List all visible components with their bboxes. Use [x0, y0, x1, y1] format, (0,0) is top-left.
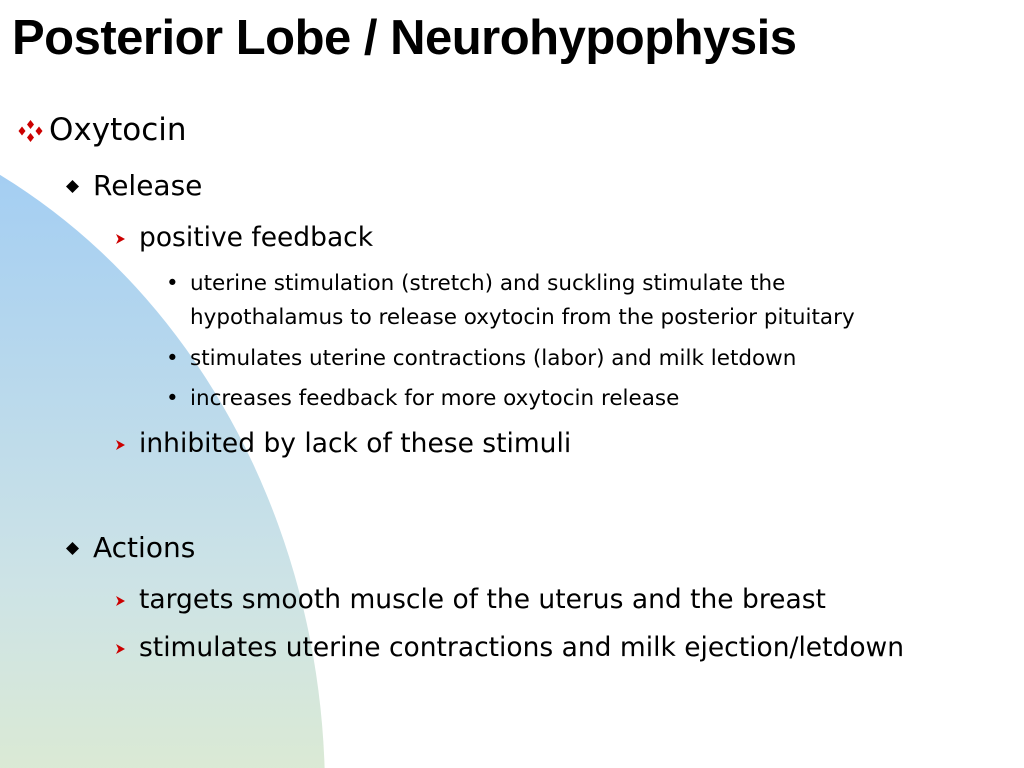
bullet-actions — [66, 531, 195, 565]
bullet-action-targets — [116, 584, 826, 616]
arrowhead-bullet-icon — [116, 644, 125, 654]
four-diamond-icon — [18, 120, 43, 142]
positive-feedback-label: positive feedback — [139, 222, 374, 253]
detail-uterine-contractions — [166, 342, 796, 376]
actions-label: Actions — [93, 531, 196, 564]
detail-line-2: hypothalamus to release oxytocin from the posterior pituitary — [190, 305, 855, 330]
detail-line-3: stimulates uterine contractions (labor) and milk letdown — [190, 346, 797, 371]
action-item-1: targets smooth muscle of the uterus and the breast — [139, 584, 826, 615]
detail-uterine-stimulation — [166, 267, 855, 335]
bullet-release — [66, 169, 202, 203]
arrowhead-bullet-icon — [116, 596, 125, 606]
detail-line-1: uterine stimulation (stretch) and suckling stimulate the — [190, 271, 786, 296]
bullet-positive-feedback — [116, 222, 373, 254]
diamond-bullet-icon — [66, 542, 79, 555]
oxytocin-label: Oxytocin — [49, 112, 187, 148]
arrowhead-bullet-icon — [116, 440, 125, 450]
dot-bullet-icon: • — [166, 386, 179, 411]
diamond-bullet-icon — [66, 180, 79, 193]
release-label: Release — [93, 169, 203, 202]
bullet-oxytocin — [18, 112, 187, 149]
detail-increases-feedback — [166, 382, 679, 416]
dot-bullet-icon: • — [166, 271, 179, 296]
arrowhead-bullet-icon — [116, 234, 125, 244]
dot-bullet-icon: • — [166, 346, 179, 371]
action-item-2: stimulates uterine contractions and milk ejection/letdown — [139, 632, 905, 663]
detail-line-4: increases feedback for more oxytocin release — [190, 386, 680, 411]
bullet-inhibited — [116, 428, 571, 460]
slide-title: Posterior Lobe / Neurohypophysis — [12, 11, 797, 65]
inhibited-label: inhibited by lack of these stimuli — [139, 428, 572, 459]
bullet-action-stimulates — [116, 632, 904, 664]
